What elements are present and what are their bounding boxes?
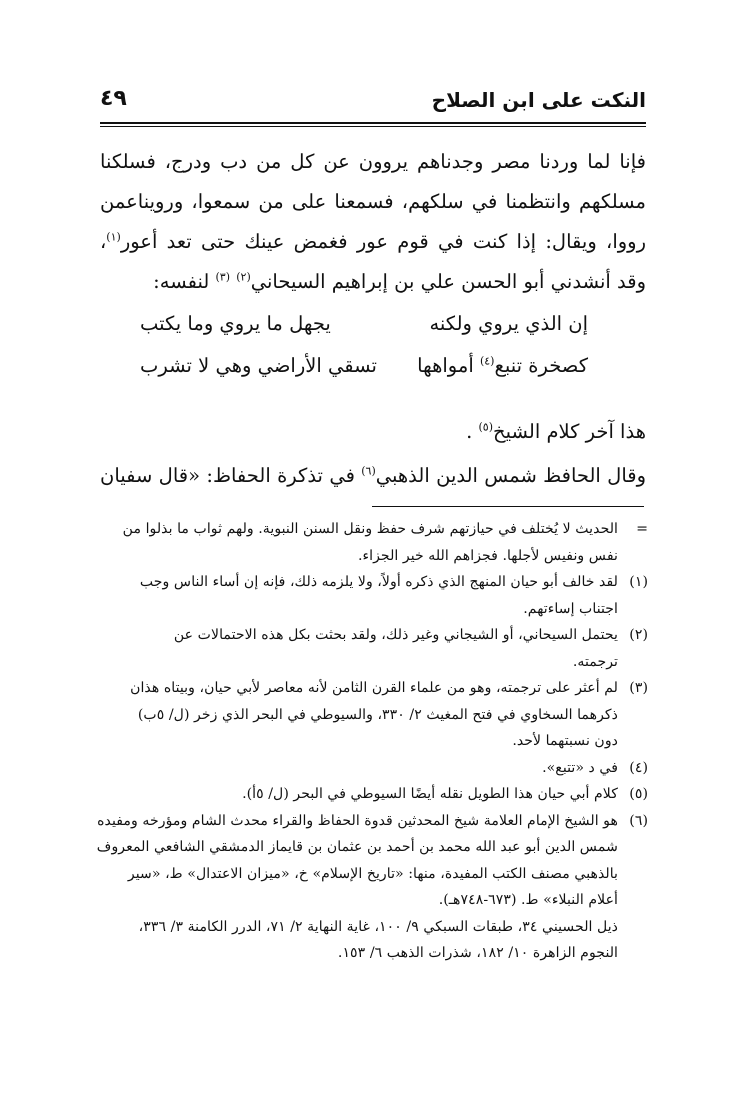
footnote-ref-1: (١) <box>106 230 121 244</box>
footnote-marker: (١) <box>629 574 648 590</box>
footnote-marker: (٢) <box>629 627 648 643</box>
footnote-marker: (٥) <box>629 786 648 802</box>
header-rule <box>100 122 646 127</box>
footnote-line: شمس الدين أبو عبد الله محمد بن أحمد بن عثمان بن قايماز الدمشقي الشافعي المعروف <box>96 839 618 855</box>
main-text <box>100 142 646 302</box>
paragraph-text-end: لنفسه: <box>153 270 210 293</box>
footnote-marker: (٦) <box>629 812 648 829</box>
footnotes <box>96 516 648 967</box>
running-title: النكت على ابن الصلاح <box>431 88 646 112</box>
quote-line <box>100 456 646 496</box>
footnote-1 <box>96 569 648 622</box>
verse-hemistich-first <box>417 354 588 377</box>
closing-text: هذا آخر كلام الشيخ <box>493 420 646 443</box>
footnote-continuation <box>96 516 648 543</box>
verse-line <box>100 354 646 396</box>
quote-text-cont: في تذكرة الحفاظ: «قال سفيان <box>100 464 355 487</box>
footnote-line: ذكرهما السخاوي في فتح المغيث ٢/ ٣٣٠، والسيوطي في البحر الذي زخر (ل/ ٥ب) <box>137 706 618 723</box>
continuation-marker: = <box>636 521 648 537</box>
footnote-line: هو الشيخ الإمام العلامة شيخ المحدثين قدوة الحفاظ والقراء محدث الشام ومؤرخه ومفيده <box>97 812 618 829</box>
footnote-ref-5: (٥) <box>478 420 494 434</box>
closing-period: . <box>466 420 473 443</box>
footnote-line: يحتمل السيحاني، أو الشيجاني وغير ذلك، ولقد بحثت بكل هذه الاحتمالات عن <box>173 627 618 643</box>
verse-hemistich-second: يجهل ما يروي وما يكتب <box>140 312 331 335</box>
footnote-2 <box>96 622 648 675</box>
footnote-line: لم أعثر على ترجمته، وهو من علماء القرن الثامن لأنه معاصر لأبي حيان، وبيتاه هذان <box>130 680 618 696</box>
verse-line <box>100 312 646 354</box>
verse-hemistich-first: إن الذي يروي ولكنه <box>429 312 588 335</box>
footnote-6 <box>96 808 648 967</box>
footnote-3 <box>96 675 648 755</box>
closing-line <box>100 412 646 452</box>
footnote-line: ترجمته. <box>572 653 618 670</box>
verse-text: أمواهها <box>417 354 474 377</box>
footnote-marker: (٣) <box>629 680 648 696</box>
page-number: ٤٩ <box>100 86 127 111</box>
footnote-line: بالذهبي مصنف الكتب المفيدة، منها: «تاريخ الإسلام» خ، «ميزان الاعتدال» ط، «سير <box>127 865 618 882</box>
paragraph-text-cont: ، وقد أنشدني أبو الحسن علي بن إبراهيم السيحاني <box>100 230 646 293</box>
footnote-line: دون نسبتهما لأحد. <box>512 733 618 749</box>
footnote-line: الحديث لا يُختلف في حيازتهم شرف حفظ ونقل السنن النبوية. ولهم ثواب ما بذلوا من <box>122 521 618 537</box>
verse-text: كصخرة تنبع <box>494 354 588 377</box>
poetry-block <box>100 312 646 396</box>
footnote-line: في د «تتبع». <box>542 759 618 776</box>
footnote-rule <box>372 506 644 507</box>
footnote-line: نفس ونفيس لأجلها. فجزاهم الله خير الجزاء. <box>357 547 618 564</box>
footnote-ref-3: (٣) <box>215 270 231 284</box>
footnote-4 <box>96 755 648 782</box>
quote-text: وقال الحافظ شمس الدين الذهبي <box>375 464 647 487</box>
footnote-line: النجوم الزاهرة ١٠/ ١٨٢، شذرات الذهب ٦/ ١٥٣. <box>337 945 618 961</box>
main-paragraph <box>100 142 646 302</box>
paragraph-text: فإنا لما وردنا مصر وجدناهم يروون عن كل من دب ودرج، فسلكنا مسلكهم وانتظمنا في سلكهم، فسمعنا على من سمعوا، ورويناعمن رووا، ويقال: إذا كنت في قوم عور فغمض عينك حتى تعد أعور <box>100 150 646 253</box>
footnote-marker: (٤) <box>629 759 648 776</box>
footnote-line: لقد خالف أبو حيان المنهج الذي ذكره أولاً، ولا يلزمه ذلك، فإنه إن أساء الناس وجب <box>139 574 618 590</box>
footnote-ref-4: (٤) <box>479 354 495 368</box>
footnote-5 <box>96 781 648 808</box>
footnote-line: أعلام النبلاء» ط. (٦٧٣-٧٤٨هـ). <box>438 892 618 908</box>
running-header <box>100 84 646 120</box>
footnote-line: كلام أبي حيان هذا الطويل نقله أيضًا السيوطي في البحر (ل/ ٥أ). <box>242 786 618 802</box>
footnote-ref-2: (٢) <box>236 270 251 284</box>
verse-hemistich-second: تسقي الأراضي وهي لا تشرب <box>140 354 377 377</box>
footnote-line: ذيل الحسيني ٣٤، طبقات السبكي ٩/ ١٠٠، غاية النهاية ٢/ ٧١، الدرر الكامنة ٣/ ٣٣٦، <box>138 918 618 935</box>
footnote-ref-6: (٦) <box>361 464 376 478</box>
footnote-line: اجتناب إساءتهم. <box>523 600 618 617</box>
